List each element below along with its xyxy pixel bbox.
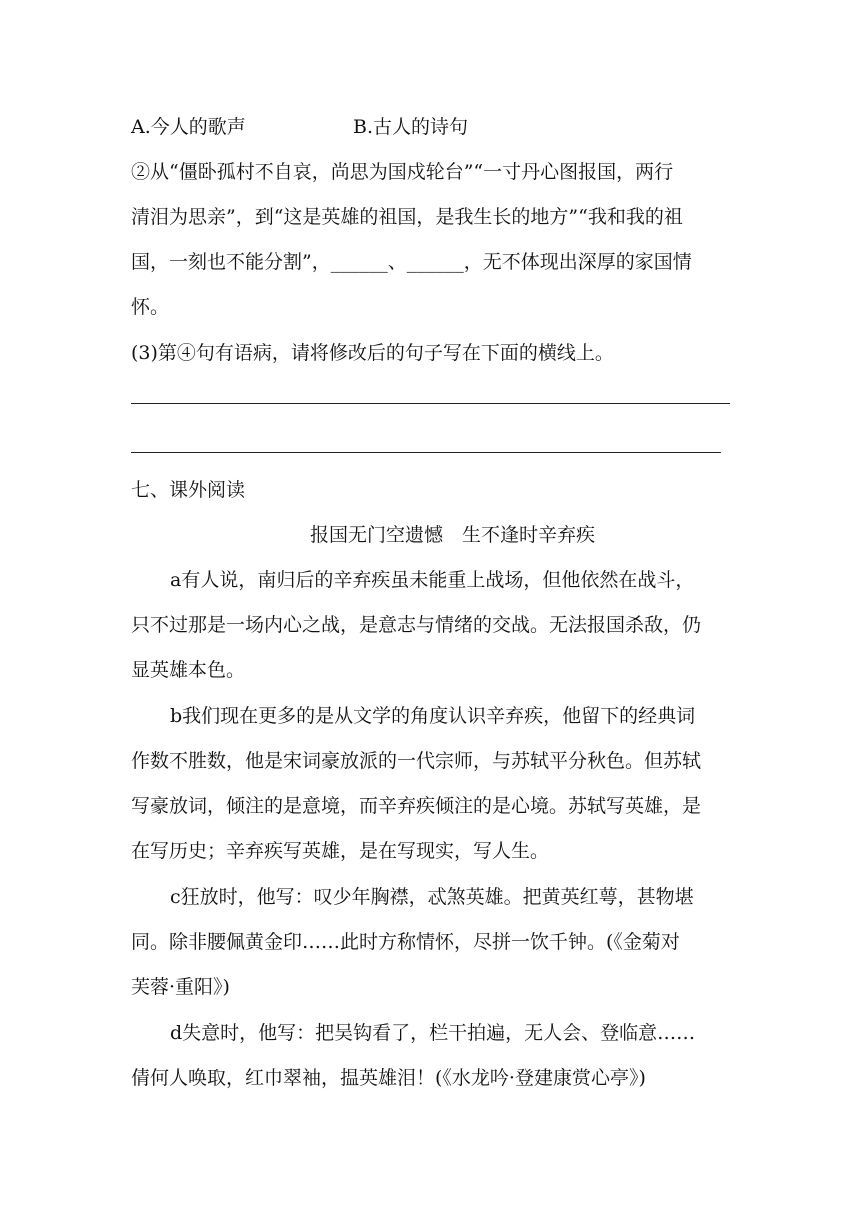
paragraph-b-line-1: b我们现在更多的是从文学的角度认识辛弃疾，他留下的经典词 — [170, 705, 696, 727]
item2-line-2: 清泪为思亲”，到“这是英雄的祖国，是我生长的地方”“我和我的祖 — [131, 206, 683, 228]
paragraph-d-line-2: 倩何人唤取，红巾翠袖，揾英雄泪！(《水龙吟·登建康赏心亭》) — [131, 1067, 646, 1089]
section-heading: 七、课外阅读 — [131, 479, 246, 501]
paragraph-b-line-2: 作数不胜数，他是宋词豪放派的一代宗师，与苏轼平分秋色。但苏轼 — [131, 750, 702, 772]
answer-line-1 — [131, 403, 730, 404]
paragraph-a-line-3: 显英雄本色。 — [131, 659, 246, 681]
paragraph-b-line-4: 在写历史；辛弃疾写英雄，是在写现实，写人生。 — [131, 840, 550, 862]
article-title: 报国无门空遗憾 生不逢时辛弃疾 — [310, 524, 596, 546]
paragraph-a-line-1: a有人说，南归后的辛弃疾虽未能重上战场，但他依然在战斗， — [170, 569, 695, 591]
paragraph-b-line-3: 写豪放词，倾注的是意境，而辛弃疾倾注的是心境。苏轼写英雄，是 — [131, 795, 702, 817]
paragraph-d-line-1: d失意时，他写：把吴钩看了，栏干拍遍，无人会、登临意…… — [170, 1022, 696, 1044]
item2-line-4: 怀。 — [131, 296, 170, 318]
item2-line-1: ②从“僵卧孤村不自哀，尚思为国戍轮台”“一寸丹心图报国，两行 — [131, 161, 674, 183]
option-a: A.今人的歌声 — [131, 116, 246, 138]
paragraph-a-line-2: 只不过那是一场内心之战，是意志与情绪的交战。无法报国杀敌，仍 — [131, 614, 702, 636]
answer-line-2 — [131, 452, 721, 453]
item2-line-3: 国，一刻也不能分割”，______、______，无不体现出深厚的家国情 — [131, 251, 692, 273]
paragraph-c-line-3: 芙蓉·重阳》) — [131, 976, 230, 998]
paragraph-c-line-1: c狂放时，他写：叹少年胸襟，忒煞英雄。把黄英红萼，甚物堪 — [170, 886, 694, 908]
item3-instruction: (3)第④句有语病，请将修改后的句子写在下面的横线上。 — [131, 342, 614, 364]
option-b: B.古人的诗句 — [353, 116, 469, 138]
paragraph-c-line-2: 同。除非腰佩黄金印……此时方称情怀，尽拼一饮千钟。(《金菊对 — [131, 931, 680, 953]
